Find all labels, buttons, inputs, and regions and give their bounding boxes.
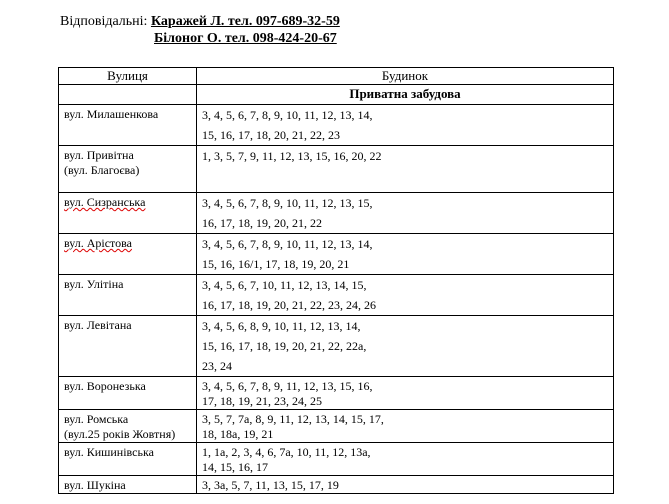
houses-cell: 3, 4, 5, 6, 7, 8, 9, 10, 11, 12, 13, 15, 16, 17, 18, 19, 20, 21, 22 (197, 193, 614, 234)
table-header-row (59, 68, 614, 85)
header-street: Вулиця (59, 68, 197, 85)
street-cell: вул. Воронезька (59, 377, 197, 410)
responsible-label: Відповідальні: (60, 14, 148, 29)
street-cell: вул. Шукіна (59, 476, 197, 494)
table-row (59, 443, 614, 476)
houses-cell: 3, 3а, 5, 7, 11, 13, 15, 17, 19 (197, 476, 614, 494)
responsible-block (60, 13, 340, 46)
streets-table (58, 67, 614, 494)
houses-cell: 3, 4, 5, 6, 7, 8, 9, 11, 12, 13, 15, 16, 17, 18, 19, 21, 23, 24, 25 (197, 377, 614, 410)
table-row (59, 275, 614, 316)
houses-cell: 1, 3, 5, 7, 9, 11, 12, 13, 15, 16, 20, 22 (197, 146, 614, 193)
table-row (59, 105, 614, 146)
table-row (59, 316, 614, 377)
houses-cell: 1, 1а, 2, 3, 4, 6, 7а, 10, 11, 12, 13а, 14, 15, 16, 17 (197, 443, 614, 476)
houses-cell: 3, 4, 5, 6, 7, 10, 11, 12, 13, 14, 15, 16, 17, 18, 19, 20, 21, 22, 23, 24, 26 (197, 275, 614, 316)
section-title: Приватна забудова (197, 85, 614, 105)
header-houses: Будинок (197, 68, 614, 85)
street-cell: вул. Кишинівська (59, 443, 197, 476)
street-cell: вул. Арістова (59, 234, 197, 275)
houses-cell: 3, 4, 5, 6, 7, 8, 9, 10, 11, 12, 13, 14, 15, 16, 16/1, 17, 18, 19, 20, 21 (197, 234, 614, 275)
houses-cell: 3, 5, 7, 7а, 8, 9, 11, 12, 13, 14, 15, 17, 18, 18а, 19, 21 (197, 410, 614, 443)
table-row (59, 146, 614, 193)
responsible-person-2: Білоног О. тел. 098-424-20-67 (154, 31, 337, 46)
table-row (59, 193, 614, 234)
street-cell: вул. Улітіна (59, 275, 197, 316)
houses-cell: 3, 4, 5, 6, 8, 9, 10, 11, 12, 13, 14, 15, 16, 17, 18, 19, 20, 21, 22, 22а, 23, 24 (197, 316, 614, 377)
street-cell: вул. Левітана (59, 316, 197, 377)
street-cell: вул. Привітна (вул. Благоєва) (59, 146, 197, 193)
table-row (59, 410, 614, 443)
houses-cell: 3, 4, 5, 6, 7, 8, 9, 10, 11, 12, 13, 14, 15, 16, 17, 18, 20, 21, 22, 23 (197, 105, 614, 146)
table-row (59, 234, 614, 275)
section-row (59, 85, 614, 105)
responsible-person-1: Каражей Л. тел. 097-689-32-59 (150, 14, 340, 29)
street-cell: вул. Милашенкова (59, 105, 197, 146)
street-cell: вул. Сизранська (59, 193, 197, 234)
street-cell: вул. Ромська (вул.25 років Жовтня) (59, 410, 197, 443)
table-row (59, 476, 614, 494)
table-row (59, 377, 614, 410)
